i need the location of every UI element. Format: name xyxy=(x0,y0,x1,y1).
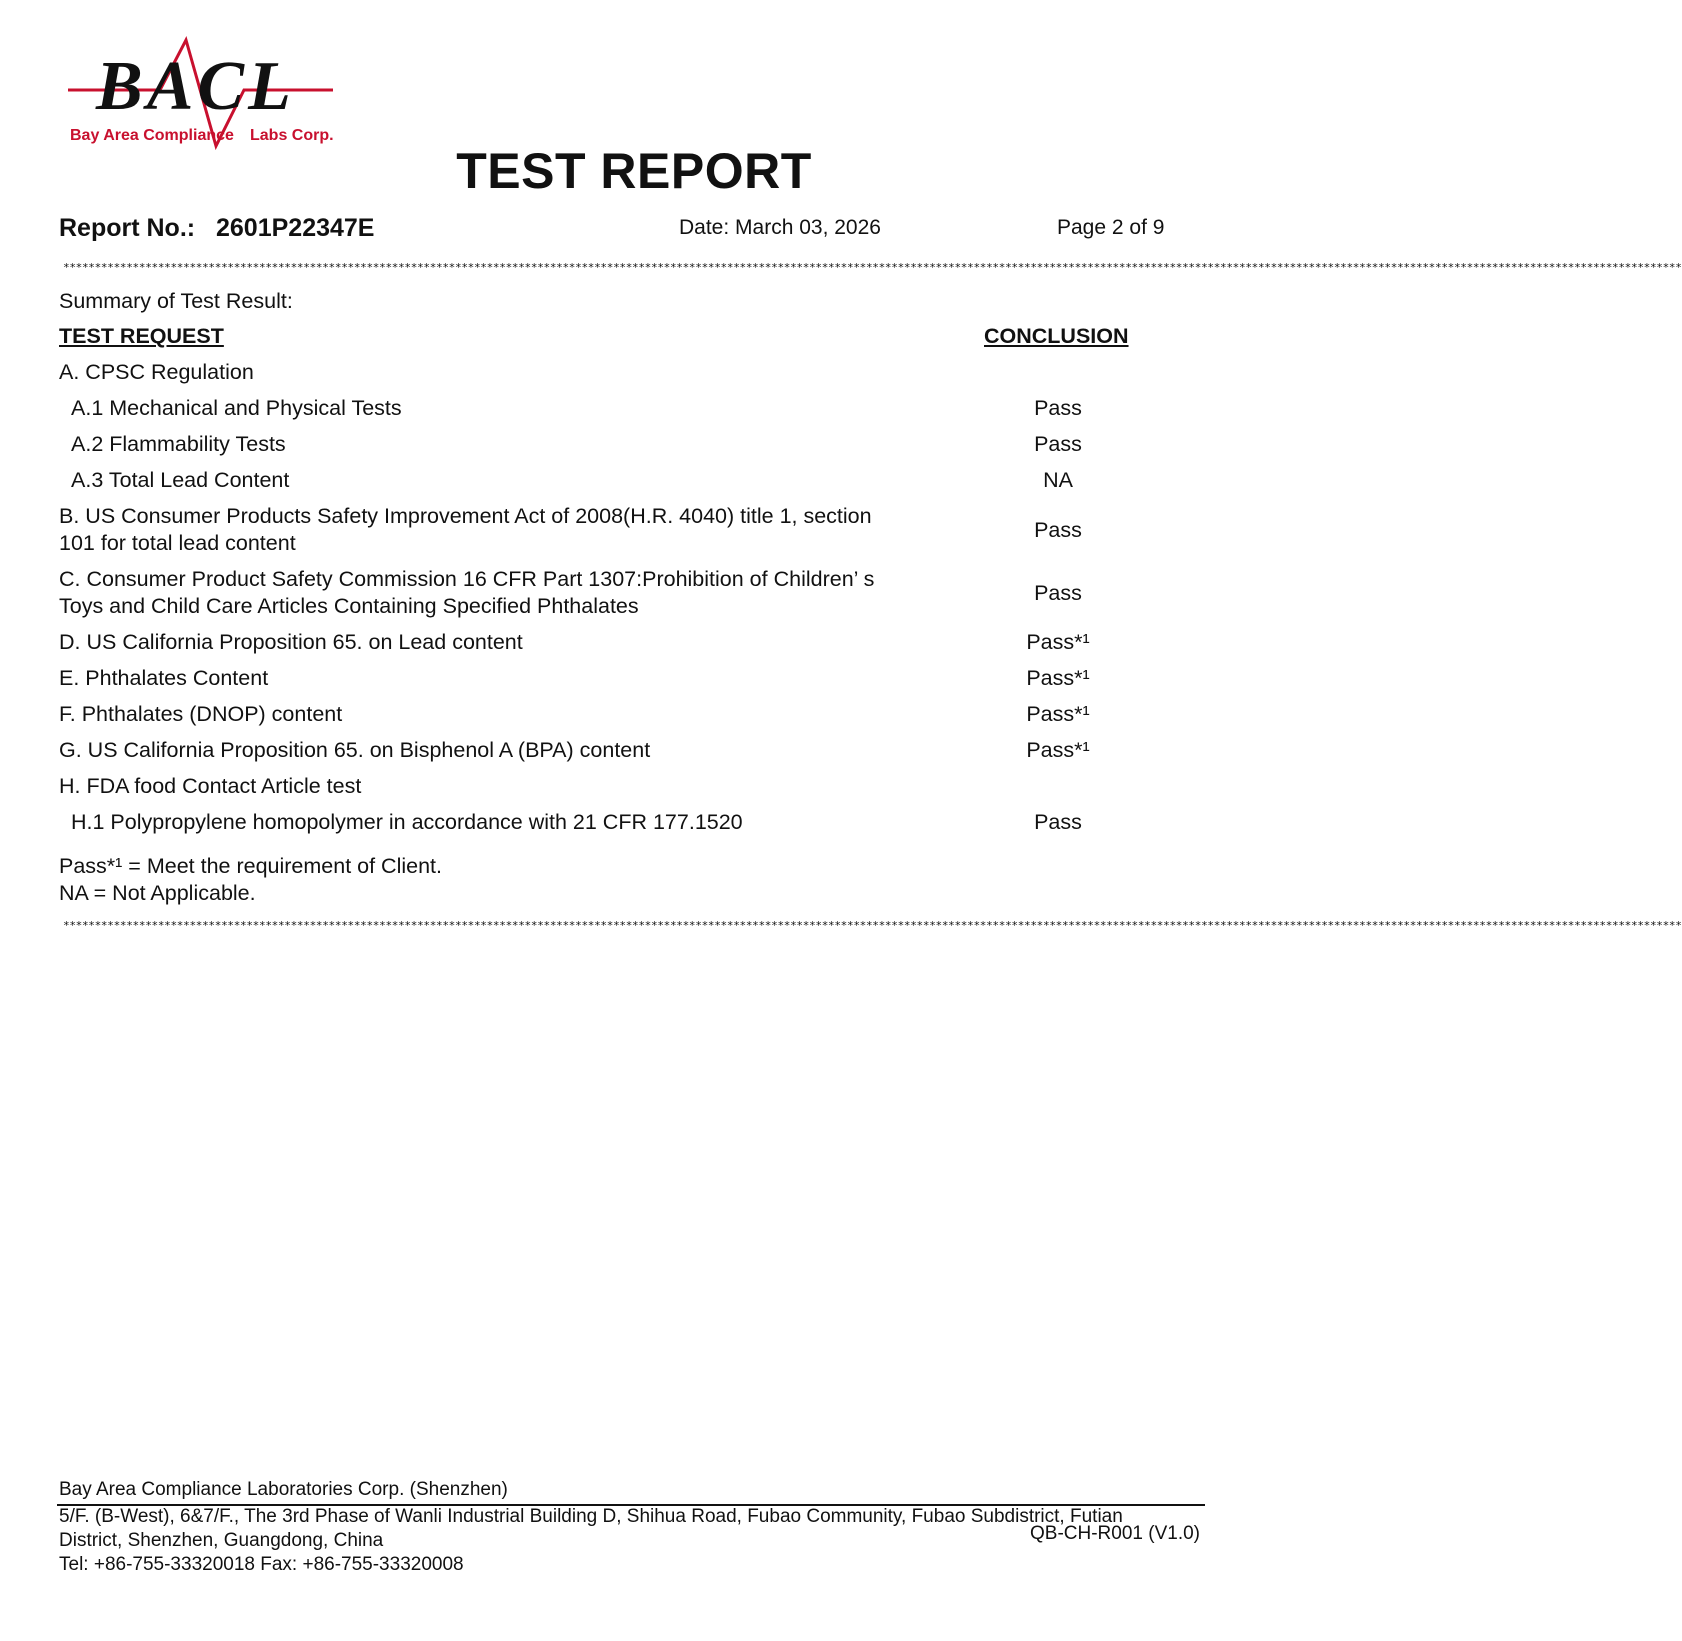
bacl-logo xyxy=(68,38,358,156)
row-conclusion-c: Pass xyxy=(1034,581,1082,605)
note-not-applicable: NA = Not Applicable. xyxy=(59,881,256,905)
logo-tagline-right: Labs Corp. xyxy=(250,127,334,144)
row-conclusion-e: Pass*¹ xyxy=(1026,666,1090,690)
divider-top: **************************************************************************************************************************************************************************************************************************************************************** xyxy=(63,261,1682,274)
row-request-c-line2: Toys and Child Care Articles Containing Specified Phthalates xyxy=(59,594,639,618)
report-date: Date: March 03, 2026 xyxy=(679,216,881,239)
row-request-d: D. US California Proposition 65. on Lead content xyxy=(59,630,523,654)
row-request-b-line2: 101 for total lead content xyxy=(59,531,296,555)
footer-address-line2: District, Shenzhen, Guangdong, China xyxy=(59,1530,384,1551)
logo-tagline-left: Bay Area Compliance xyxy=(70,127,234,144)
row-conclusion-a1: Pass xyxy=(1034,396,1082,420)
footer-company: Bay Area Compliance Laboratories Corp. (Shenzhen) xyxy=(59,1479,508,1500)
row-request-h: H. FDA food Contact Article test xyxy=(59,774,362,798)
report-number: 2601P22347E xyxy=(216,214,375,242)
col-header-test-request: TEST REQUEST xyxy=(59,324,224,348)
row-conclusion-a3: NA xyxy=(1043,468,1073,492)
row-request-f: F. Phthalates (DNOP) content xyxy=(59,702,343,726)
row-request-c: C. Consumer Product Safety Commission 16 CFR Part 1307:Prohibition of Children’ s xyxy=(59,567,875,591)
row-request-h1: H.1 Polypropylene homopolymer in accordance with 21 CFR 177.1520 xyxy=(71,810,743,834)
row-conclusion-a2: Pass xyxy=(1034,432,1082,456)
footer-address-line1: 5/F. (B-West), 6&7/F., The 3rd Phase of Wanli Industrial Building D, Shihua Road, Fubao Community, Fubao Subdistrict, Futian xyxy=(59,1506,1123,1527)
row-request-a1: A.1 Mechanical and Physical Tests xyxy=(71,396,402,420)
row-request-a2: A.2 Flammability Tests xyxy=(71,432,286,456)
row-request-b: B. US Consumer Products Safety Improvement Act of 2008(H.R. 4040) title 1, section xyxy=(59,504,872,528)
divider-bottom: **************************************************************************************************************************************************************************************************************************************************************** xyxy=(63,919,1682,932)
row-conclusion-f: Pass*¹ xyxy=(1026,702,1090,726)
col-header-conclusion: CONCLUSION xyxy=(984,324,1129,348)
page-number: Page 2 of 9 xyxy=(1057,216,1165,239)
row-request-a3: A.3 Total Lead Content xyxy=(71,468,290,492)
page-title: TEST REPORT xyxy=(456,143,812,199)
row-conclusion-b: Pass xyxy=(1034,518,1082,542)
row-conclusion-g: Pass*¹ xyxy=(1026,738,1090,762)
footer-contact: Tel: +86-755-33320018 Fax: +86-755-33320008 xyxy=(59,1554,464,1575)
row-conclusion-h1: Pass xyxy=(1034,810,1082,834)
summary-heading: Summary of Test Result: xyxy=(59,289,293,313)
row-conclusion-d: Pass*¹ xyxy=(1026,630,1090,654)
report-number-label: Report No.: xyxy=(59,214,196,242)
row-request-e: E. Phthalates Content xyxy=(59,666,269,690)
note-pass-client: Pass*¹ = Meet the requirement of Client. xyxy=(59,854,443,878)
row-request-g: G. US California Proposition 65. on Bisphenol A (BPA) content xyxy=(59,738,651,762)
footer-form-code: QB-CH-R001 (V1.0) xyxy=(1030,1523,1200,1544)
logo-wordmark: BACL xyxy=(96,48,295,125)
row-request-a: A. CPSC Regulation xyxy=(59,360,254,384)
